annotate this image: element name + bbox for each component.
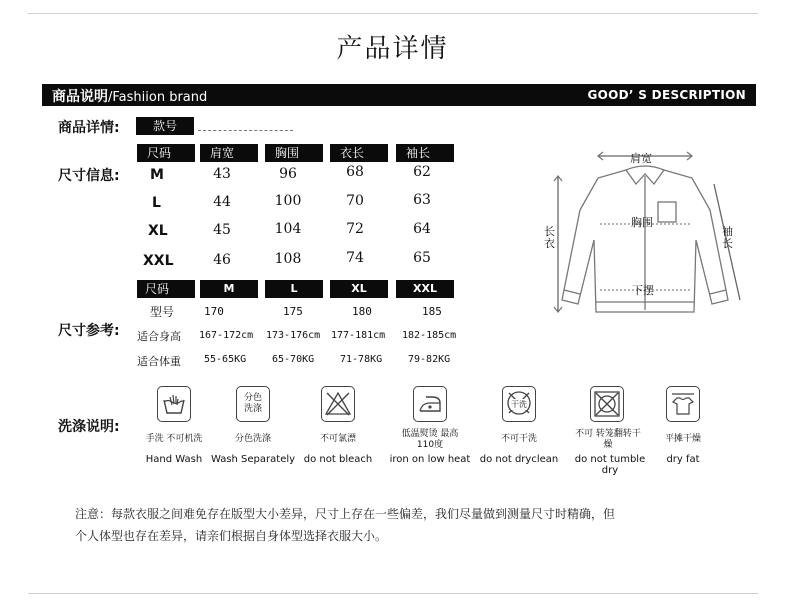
diagram-length-label: 长衣 [544,225,555,250]
diagram-shoulder-label: 肩宽 [630,152,652,165]
care-wash-separately-cn: 分色洗涤 [234,434,271,444]
style-number-label: 款号 [136,117,194,135]
bottom-divider [28,593,758,594]
shirt-measurement-diagram [540,140,750,340]
care-no-bleach-en: do not bleach [303,454,373,465]
size-ref-header-l: L [265,280,323,298]
size-row-xl-length: 72 [346,221,364,237]
size-ref-header-xl: XL [330,280,388,298]
care-item-no-dryclean [499,386,539,422]
style-number-line [198,130,293,131]
section-banner [42,84,756,106]
top-divider [28,13,758,14]
size-row-m-size: M [150,167,164,183]
banner-title-cn: 商品说明 [52,89,108,105]
size-row-l-shoulder: 44 [213,194,231,210]
size-row-xxl-chest: 108 [274,251,302,267]
size-row-m-sleeve: 62 [413,164,431,180]
care-item-iron-low-heat [410,386,450,422]
shirt-outline-icon [540,140,750,340]
size-info-header-shoulder: 肩宽 [200,144,258,162]
size-row-xl-size: XL [148,223,168,239]
care-no-tumble-dry-cn: 不可 转笼翻转干燥 [575,429,641,450]
banner-separator: / [108,90,113,105]
size-row-xxl-shoulder: 46 [213,252,231,268]
care-no-dryclean-en: do not dryclean [479,454,559,465]
size-ref-height-l: 173-176cm [266,330,321,341]
wash-separately-icon [236,386,270,422]
wash-separately-icon-text: 分色洗涤 [243,393,262,414]
note-line-1: 注意：每款衣服之间难免存在版型大小差异，尺寸上存在一些偏差，我们尽量做到测量尺寸时精确，但 [75,507,616,521]
care-no-tumble-dry-en: do not tumble dry [574,454,646,476]
care-iron-low-heat-cn: 低温熨烫 最高110度 [401,429,459,450]
size-row-xxl-length: 74 [346,250,364,266]
no-dryclean-icon-text: 干洗 [511,399,527,409]
size-row-l-length: 70 [346,193,364,209]
care-item-wash-separately [233,386,273,422]
size-ref-height-label: 适合身高 [137,330,181,343]
size-ref-header-xxl: XXL [396,280,454,298]
size-ref-height-xxl: 182-185cm [402,330,457,341]
diagram-chest-label: 胸围 [631,216,653,229]
diagram-sleeve-label: 袖长 [722,225,733,250]
dry-flat-icon [666,386,700,422]
size-ref-weight-xxl: 79-82KG [408,354,451,365]
iron-low-heat-icon [413,386,447,422]
size-row-xl-shoulder: 45 [213,222,231,238]
size-ref-model-l: 175 [283,305,303,318]
care-no-bleach-cn: 不可氯漂 [319,434,356,444]
size-ref-model-label: 型号 [150,305,175,319]
size-info-label: 尺寸信息: [58,168,120,184]
size-info-header-length: 衣长 [330,144,388,162]
size-row-xxl-sleeve: 65 [413,250,431,266]
banner-title-en: Fashiion brand [112,90,208,105]
size-row-xl-chest: 104 [274,221,302,237]
size-ref-weight-label: 适合体重 [137,355,181,368]
care-item-dry-flat [663,386,703,422]
no-tumble-dry-icon [590,386,624,422]
size-ref-model-xxl: 185 [422,305,442,318]
banner-left [52,86,207,106]
size-row-l-chest: 100 [274,193,302,209]
size-ref-weight-xl: 71-78KG [340,354,383,365]
care-wash-separately-en: Wash Separately [210,454,296,465]
care-no-dryclean-cn: 不可干洗 [500,434,537,444]
size-info-header-sleeve: 袖长 [396,144,454,162]
size-info-header-size: 尺码 [137,144,195,162]
care-item-hand-wash [148,386,200,422]
page-title: 产品详情 [336,34,449,64]
banner-right-title: GOOD’ S DESCRIPTION [587,88,746,102]
size-ref-height-m: 167-172cm [199,330,254,341]
care-hand-wash-en: Hand Wash [145,454,203,465]
care-dry-flat-cn: 平摊干燥 [664,434,701,444]
care-dry-flat-en: dry fat [666,454,700,465]
size-ref-height-xl: 177-181cm [331,330,386,341]
size-row-xxl-size: XXL [143,253,174,269]
size-info-header-chest: 胸围 [265,144,323,162]
size-row-m-length: 68 [346,164,364,180]
care-item-no-bleach [318,386,358,422]
size-ref-header-size: 尺码 [137,280,195,298]
size-ref-model-m: 170 [204,305,224,318]
hand-wash-icon [157,386,191,422]
no-bleach-icon [321,386,355,422]
size-ref-weight-l: 65-70KG [272,354,315,365]
size-ref-model-xl: 180 [352,305,372,318]
size-ref-label: 尺寸参考: [58,323,120,339]
diagram-hem-label: 下摆 [632,284,654,297]
size-ref-weight-m: 55-65KG [204,354,247,365]
size-row-l-sleeve: 63 [413,192,431,208]
size-row-xl-sleeve: 64 [413,221,431,237]
care-iron-low-heat-en: iron on low heat [389,454,471,465]
note-line-2: 个人体型也存在差异，请亲们根据自身体型选择衣服大小。 [75,529,388,543]
no-dryclean-icon [502,386,536,422]
care-label: 洗涤说明: [58,419,120,435]
care-item-no-tumble-dry [587,386,627,422]
size-row-l-size: L [152,195,161,211]
size-row-m-shoulder: 43 [213,166,231,182]
details-label: 商品详情: [58,120,120,136]
size-ref-header-m: M [200,280,258,298]
size-row-m-chest: 96 [279,166,297,182]
care-hand-wash-cn: 手洗 不可机洗 [145,434,203,444]
